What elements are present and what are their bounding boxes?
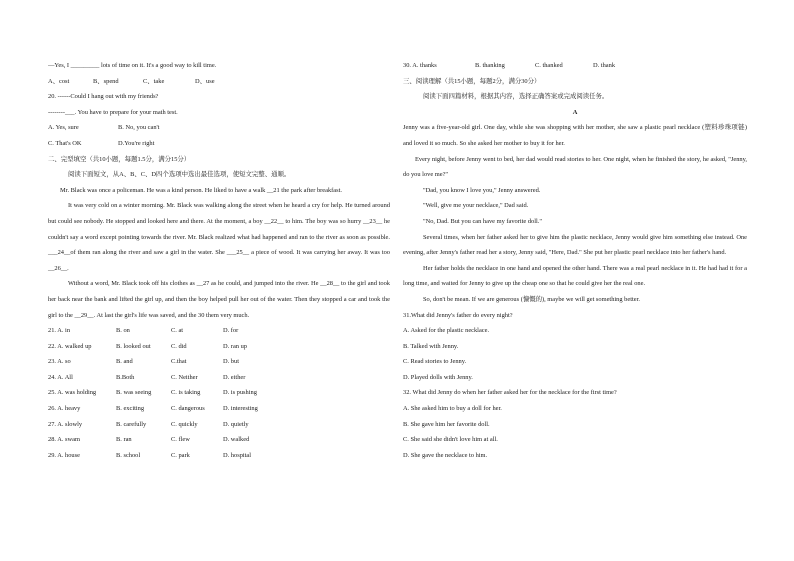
option-c: C、take — [143, 77, 165, 85]
reading-paragraph-3: Several times, when her father asked her to give him the plastic necklace, Jenny would give him something else instead. One evening, after Jenny's father read her a story, Jenny said, "Here, Dad." She put her plastic pearl necklace into her father's hand. — [403, 233, 747, 257]
right-column — [403, 58, 747, 463]
cloze-paragraph-2: It was very cold on a winter morning. Mr. Black was walking along the street when he heard a cry for help. He turned around but could see nobody. He stopped and looked here and there. At the moment, a boy __22__ to him. The boy was so hurry __23__ he couldn't say a word except pointing towards the river. Mr. Black realized what had happened and ran to the river as soon as possible. ___24__of them ran along the river and saw a girl in the water. She ___25__ a piece of wood. It was carrying her away. It was too __26__. — [48, 202, 390, 272]
cloze-option-row — [48, 323, 390, 339]
option-c: C.that — [171, 358, 187, 366]
question-32-option-a: A. She asked him to buy a doll for her. — [403, 405, 502, 413]
option-b: B. No, you can't — [118, 124, 160, 132]
option-d: D. is pushing — [223, 389, 257, 397]
option-c: C. is taking — [171, 389, 201, 397]
left-column — [48, 58, 390, 463]
option-d: D. but — [223, 358, 239, 366]
passage-label: A — [572, 108, 578, 116]
question-32-option-d: D. She gave the necklace to him. — [403, 451, 488, 459]
option-d: D. either — [223, 373, 246, 381]
option-b: B. school — [116, 451, 141, 459]
option-a: A、cost — [48, 77, 70, 85]
option-b: B、spend — [93, 77, 119, 85]
question-20-reply: --------___. You have to prepare for your math test. — [48, 108, 178, 116]
option-d: D. quietly — [223, 420, 249, 428]
option-d: D. hospital — [223, 451, 252, 459]
option-d: D. thank — [593, 62, 616, 69]
option-a: 30. A. thanks — [403, 62, 437, 69]
cloze-option-row — [48, 354, 390, 370]
reading-paragraph-5: So, don't be mean. If we are generous (慷慨的), maybe we will get something better. — [423, 295, 640, 303]
option-c: C. did — [171, 342, 187, 350]
option-a: 25. A. was holding — [48, 389, 97, 397]
option-a: 27. A. slowly — [48, 420, 83, 428]
cloze-paragraph-1: Mr. Black was once a policeman. He was a kind person. He liked to have a walk __21 the park after breakfast. — [60, 186, 342, 194]
option-d: D. walked — [223, 436, 250, 444]
option-d: D、use — [195, 77, 215, 85]
dialogue-line: "Well, give me your necklace," Dad said. — [423, 202, 529, 210]
option-c: C. That's OK — [48, 139, 82, 147]
cloze-option-row — [48, 370, 390, 386]
option-a: A. Yes, sure — [48, 124, 79, 132]
option-c: C. quickly — [171, 420, 198, 428]
option-d: D. for — [223, 327, 239, 335]
reading-paragraph-4: Her father holds the necklace in one hand and opened the other hand. There was a real pearl necklace in it. He had had it for a long time, and waited for Jenny to give up the cheap one so that he could give her the real one. — [403, 264, 747, 288]
option-b: B. thanking — [475, 62, 505, 69]
question-20: 20. ------Could I hang out with my friends? — [48, 93, 159, 101]
question-31-option-b: B. Talked with Jenny. — [403, 342, 459, 350]
cloze-option-row — [48, 417, 390, 433]
section-2-instructions: 阅读下面短文，从A、B、C、D四个选项中选出最佳选项，使短文完整、通顺。 — [68, 171, 291, 179]
question-31-option-c: C. Read stories to Jenny. — [403, 358, 467, 366]
question-31: 31.What did Jenny's father do every night? — [403, 311, 513, 319]
cloze-option-row — [48, 385, 390, 401]
option-a: 28. A. swam — [48, 436, 80, 444]
option-b: B. looked out — [116, 342, 151, 350]
reading-paragraph-2: Every night, before Jenny went to bed, her dad would read stories to her. One night, when he finished the story, he asked, "Jenny, do you love me?" — [403, 155, 747, 179]
question-30-options — [403, 58, 747, 74]
option-a: 23. A. so — [48, 358, 71, 366]
option-a: 21. A. in — [48, 327, 71, 335]
option-c: C. at — [171, 327, 184, 335]
option-d: D.You're right — [118, 139, 155, 147]
question-32-option-c: C. She said she didn't love him at all. — [403, 436, 498, 444]
option-c: C. flew — [171, 436, 190, 444]
option-a: 24. A. All — [48, 373, 73, 381]
option-a: 26. A. heavy — [48, 405, 81, 413]
dialogue-line: "No, Dad. But you can have my favorite doll." — [423, 217, 542, 225]
option-c: C. dangerous — [171, 405, 205, 413]
question-32-option-b: B. She gave him her favorite doll. — [403, 420, 490, 428]
option-b: B. ran — [116, 436, 132, 444]
cloze-option-row — [48, 401, 390, 417]
option-b: B. exciting — [116, 405, 145, 413]
option-c: C. park — [171, 451, 190, 459]
question-20-options-ab — [48, 120, 390, 136]
option-b: B. was seeing — [116, 389, 152, 397]
question-19-options — [48, 74, 390, 90]
option-a: 29. A. house — [48, 451, 80, 459]
section-3-heading: 三、阅读理解（共15小题，每题2分，满分30分） — [403, 77, 541, 85]
option-b: B. on — [116, 327, 130, 335]
reading-paragraph-1: Jenny was a five-year-old girl. One day, while she was shopping with her mother, she saw a plastic pearl necklace (塑料珍珠项链) and loved it so much. So she asked her mother to buy it for her. — [403, 124, 747, 147]
option-d: D. interesting — [223, 405, 258, 413]
cloze-option-row — [48, 339, 390, 355]
question-31-option-d: D. Played dolls with Jenny. — [403, 373, 473, 381]
option-c: C. thanked — [535, 62, 563, 69]
cloze-paragraph-3: Without a word, Mr. Black took off his clothes as __27 as he could, and jumped into the river. He __28__ to the girl and took her back near the bank and lifted the girl up, and then the boy helped pull her out of the water. Then they stopped a car and took the girl to the __29__. At last the girl's life was saved, and the 30 them very much. — [48, 280, 390, 319]
option-a: 22. A. walked up — [48, 342, 92, 350]
question-31-option-a: A. Asked for the plastic necklace. — [403, 327, 490, 335]
question-19-answer: —Yes, I _________ lots of time on it. It's a good way to kill time. — [48, 62, 217, 69]
section-2-heading: 二、完型填空（共10小题，每题1.5分，满分15分） — [48, 155, 191, 163]
option-b: B.Both — [116, 373, 135, 381]
option-b: B. and — [116, 358, 133, 366]
cloze-option-row — [48, 448, 390, 464]
option-c: C. Neither — [171, 373, 198, 381]
option-b: B. carefully — [116, 420, 147, 428]
dialogue-line: "Dad, you know I love you," Jenny answered. — [423, 186, 541, 194]
section-3-instructions: 阅读下面四篇材料，根据其内容，选择正确答案或完成阅读任务。 — [423, 93, 609, 101]
cloze-option-row — [48, 432, 390, 448]
question-32: 32. What did Jenny do when her father asked her for the necklace for the first time? — [403, 389, 617, 397]
question-20-options-cd — [48, 136, 390, 152]
option-d: D. ran up — [223, 342, 247, 350]
